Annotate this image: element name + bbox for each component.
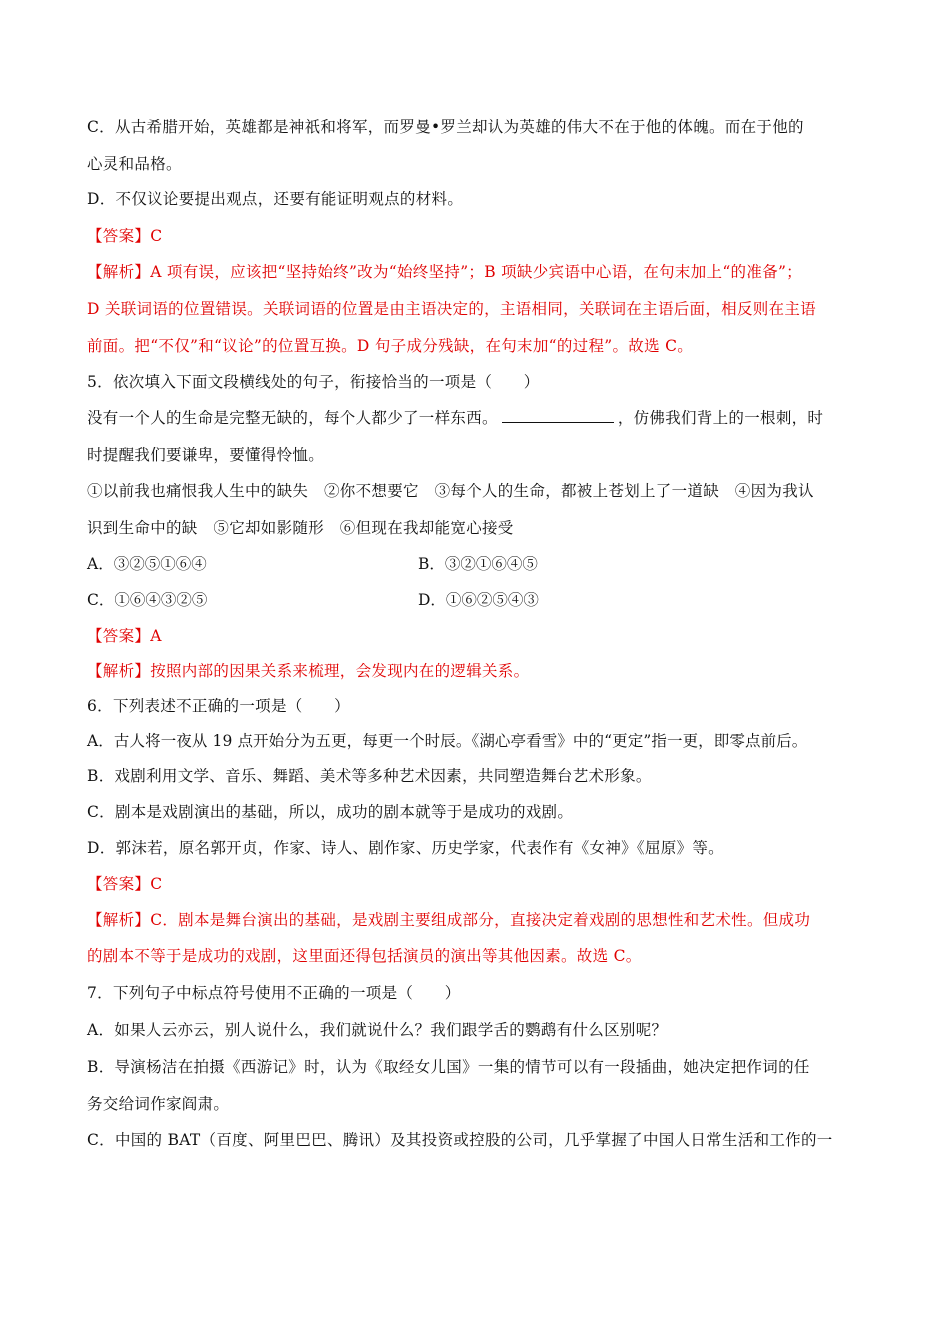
q5-option-d: D．①⑥②⑤④③ [418, 591, 539, 609]
q6-option-a: A．古人将一夜从 19 点开始分为五更，每更一个时辰。《湖心亭看雪》中的“更定”指一更，即零点前后。 [87, 732, 808, 750]
q5-analysis: 【解析】按照内部的因果关系来梳理，会发现内在的逻辑关系。 [87, 662, 530, 680]
q5-passage-part2: ，仿佛我们背上的一根刺，时 [617, 409, 824, 427]
q6-option-c: C．剧本是戏剧演出的基础，所以，成功的剧本就等于是成功的戏剧。 [87, 803, 574, 821]
q5-option-a: A．③②⑤①⑥④ [87, 555, 207, 573]
q6-answer: 【答案】C [87, 875, 163, 893]
q5-fill-blank [502, 408, 614, 423]
q6-analysis-line2: 的剧本不等于是成功的戏剧，这里面还得包括演员的演出等其他因素。故选 C。 [87, 947, 642, 965]
q7-option-a: A．如果人云亦云，别人说什么，我们就说什么？我们跟学舌的鹦鹉有什么区别呢？ [87, 1021, 668, 1039]
q6-option-d: D．郭沫若，原名郭开贞，作家、诗人、剧作家、历史学家，代表作有《女神》《屈原》等。 [87, 839, 724, 857]
q6-stem: 6．下列表述不正确的一项是（ ） [87, 697, 350, 715]
q7-option-c-line1: C．中国的 BAT（百度、阿里巴巴、腾讯）及其投资或控股的公司，几乎掌握了中国人日常生活和工作的一 [87, 1131, 833, 1149]
q5-stem: 5．依次填入下面文段横线处的句子，衔接恰当的一项是（ ） [87, 373, 540, 391]
q5-option-c: C．①⑥④③②⑤ [87, 591, 208, 609]
q5-passage-line1 [87, 408, 823, 428]
q5-passage-line2: 时提醒我们要谦卑，要懂得怜恤。 [87, 446, 325, 464]
q5-items-line1: ①以前我也痛恨我人生中的缺失 ②你不想要它 ③每个人的生命，都被上苍划上了一道缺 ④因为我认 [87, 482, 814, 500]
q7-option-b-line2: 务交给词作家阎肃。 [87, 1095, 230, 1113]
q7-option-b-line1: B．导演杨洁在拍摄《西游记》时，认为《取经女儿国》一集的情节可以有一段插曲，她决定把作词的任 [87, 1058, 810, 1076]
q4-option-c-line1: C．从古希腊开始，英雄都是神祇和将军，而罗曼•罗兰却认为英雄的伟大不在于他的体魄。而在于他的 [87, 118, 804, 136]
q6-option-b: B．戏剧利用文学、音乐、舞蹈、美术等多种艺术因素，共同塑造舞台艺术形象。 [87, 767, 652, 785]
q6-analysis-line1: 【解析】C．剧本是舞台演出的基础，是戏剧主要组成部分，直接决定着戏剧的思想性和艺术性。但成功 [87, 911, 811, 929]
q4-analysis-line2: D 关联词语的位置错误。关联词语的位置是由主语决定的，主语相同，关联词在主语后面，相反则在主语 [87, 300, 816, 318]
q4-analysis-line3: 前面。把“不仅”和“议论”的位置互换。D 句子成分残缺，在句末加“的过程”。故选 C。 [87, 337, 694, 355]
q5-answer: 【答案】A [87, 627, 162, 645]
q7-stem: 7．下列句子中标点符号使用不正确的一项是（ ） [87, 984, 461, 1002]
q5-items-line2: 识到生命中的缺 ⑤它却如影随形 ⑥但现在我却能宽心接受 [87, 519, 514, 537]
q4-option-c-line2: 心灵和品格。 [87, 155, 182, 173]
q5-passage-part1: 没有一个人的生命是完整无缺的，每个人都少了一样东西。 [87, 409, 498, 427]
q5-option-b: B．③②①⑥④⑤ [418, 555, 538, 573]
q4-analysis-line1: 【解析】A 项有误，应该把“坚持始终”改为“始终坚持”；B 项缺少宾语中心语，在句末加上“的准备”； [87, 263, 802, 281]
q4-answer: 【答案】C [87, 227, 163, 245]
q4-option-d: D．不仅议论要提出观点，还要有能证明观点的材料。 [87, 190, 464, 208]
